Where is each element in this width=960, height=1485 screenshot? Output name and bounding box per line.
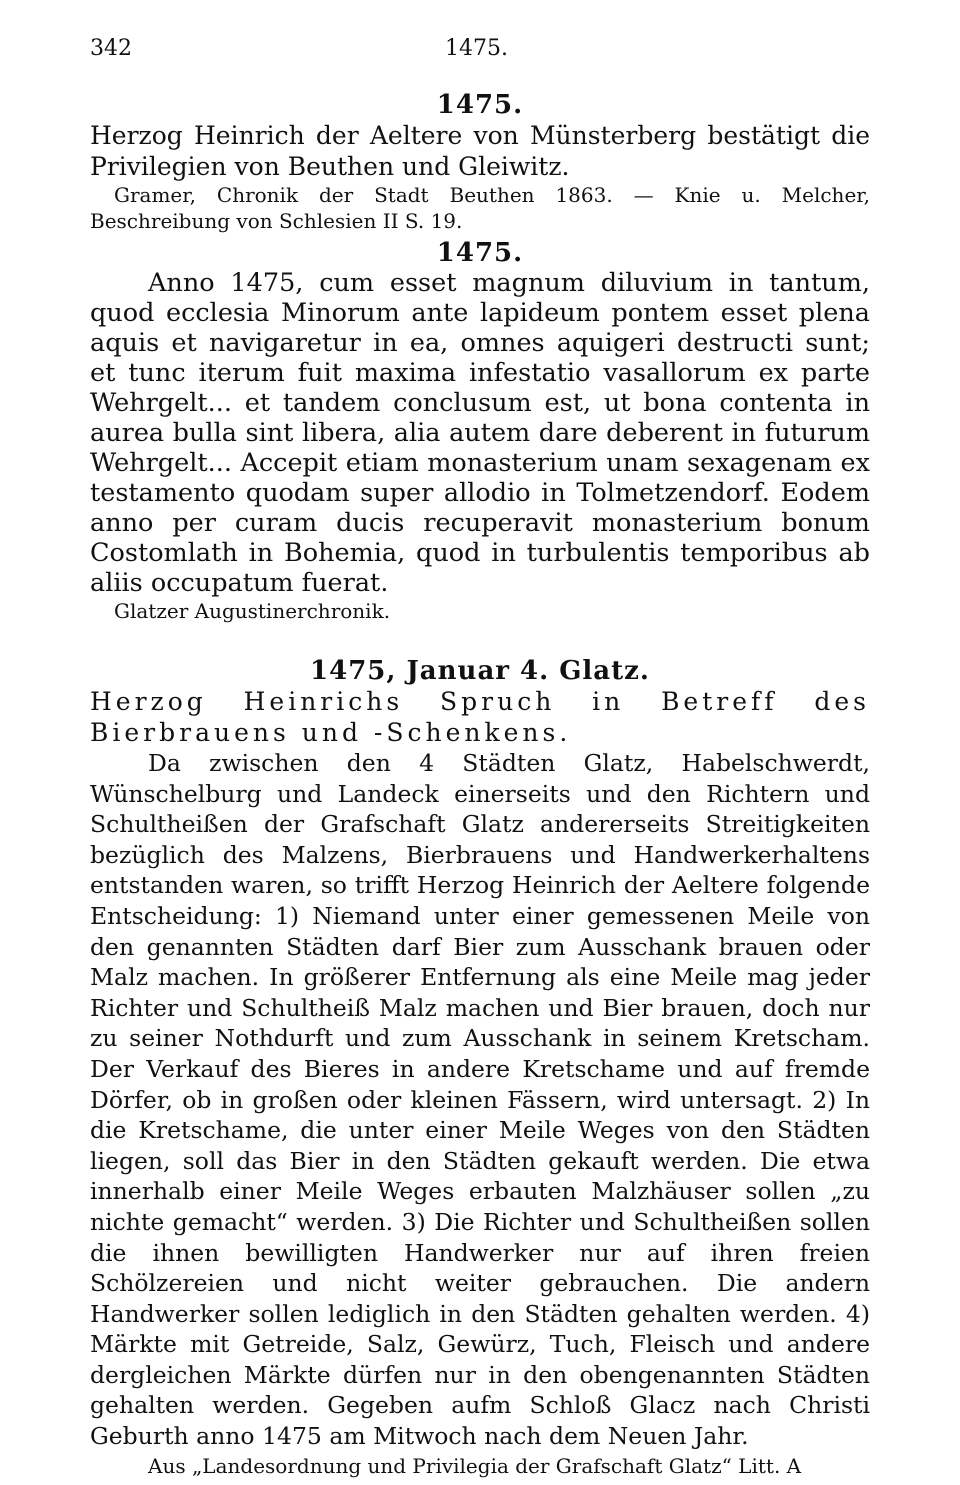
entry-heading: 1475, Januar 4. Glatz. <box>310 656 650 686</box>
entry-summary: Herzog Heinrichs Spruch in Betreff des Bierbrauens und -Schenkens. <box>90 687 870 747</box>
running-head-year: 1475. <box>445 36 508 61</box>
entry-source: Glatzer Augustinerchronik. <box>114 599 391 623</box>
page-number: 342 <box>90 36 132 61</box>
entry-summary: Herzog Heinrich der Aeltere von Münsterberg bestätigt die Privilegien von Beuthen und Gleiwitz. <box>90 121 870 181</box>
entry-text: Da zwischen den 4 Städten Glatz, Habelschwerdt, Wünschelburg und Landeck einerseits und den Richtern und Schultheißen der Grafschaft Glatz andererseits Streitigkeiten bezüglich des Malzens, Bierbrauens und Handwerkerhaltens entstanden waren, so trifft Herzog Heinrich der Aeltere folgende Entscheidung: 1) Niemand unter einer gemessenen Meile von den genannten Städten darf Bier zum Ausschank brauen oder Malz machen. In größerer Entfernung als eine Meile mag jeder Richter und Schultheiß Malz machen und Bier brauen, doch nur zu seiner Nothdurft und zum Ausschank in seinem Kretscham. Der Verkauf des Bieres in andere Kretschame und auf fremde Dörfer, ob in großen oder kleinen Fässern, wird untersagt. 2) In die Kretschame, die unter einer Meile Weges von den Städten liegen, soll das Bier in den Städten gekauft werden. Die etwa innerhalb einer Meile Weges erbauten Malzhäuser sollen „zu nichte gemacht“ werden. 3) Die Richter und Schultheißen sollen die ihnen bewilligten Handwerker nur auf ihren freien Schölzereien und nicht weiter gebrauchen. Die andern Handwerker sollen lediglich in den Städten gehalten werden. 4) Märkte mit Getreide, Salz, Gewürz, Tuch, Fleisch und andere dergleichen Märkte dürfen nur in den obengenannten Städten gehalten werden. Gegeben aufm Schloß Glacz nach Christi Geburth anno 1475 am Mitwoch nach dem Neuen Jahr. <box>90 749 870 1451</box>
entry-source: Aus „Landesordnung und Privilegia der Grafschaft Glatz“ Litt. A <box>148 1453 802 1478</box>
entry-text: Anno 1475, cum esset magnum diluvium in tantum, quod ecclesia Minorum ante lapideum pontem esset plena aquis et navigaretur in ea, omnes aquigeri destructi sunt; et tunc iterum fuit maxima infestatio vasallorum ex parte Wehrgelt... et tandem conclusum est, ut bona contenta in aurea bulla sint libera, alia autem dare deberent in futurum Wehrgelt... Accepit etiam monasterium unam sexagenam ex testamento quodam super allodio in Tolmetzendorf. Eodem anno per curam ducis recuperavit monasterium bonum Costomlath in Bohemia, quod in turbulentis temporibus ab aliis occupatum fuerat. <box>90 268 870 598</box>
entry-source: Gramer, Chronik der Stadt Beuthen 1863. — Knie u. Melcher, Beschreibung von Schlesien II S. 19. <box>90 183 870 233</box>
document-page <box>90 36 870 1480</box>
entry-1475-chronicle <box>90 238 870 624</box>
running-header <box>90 36 870 72</box>
entry-heading: 1475. <box>436 90 524 120</box>
entry-1475-januar-4 <box>90 656 870 1480</box>
entry-1475-privileges <box>90 90 870 234</box>
entry-heading: 1475. <box>436 238 524 268</box>
